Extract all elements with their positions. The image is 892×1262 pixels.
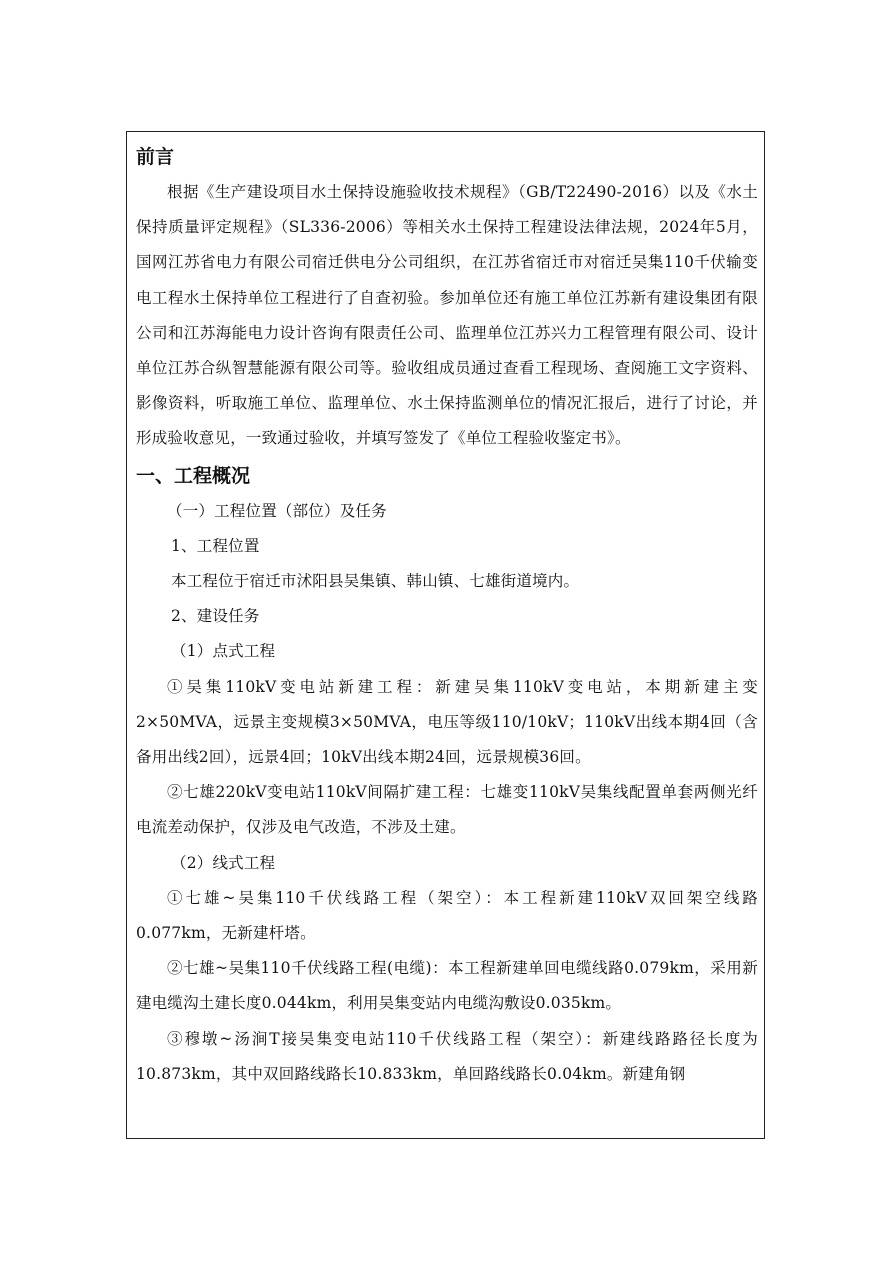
point-project-item-1: ①吴集110kV变电站新建工程：新建吴集110kV变电站，本期新建主变2×50MVA，远景主变规模3×50MVA，电压等级110/10kV；110kV出线本期4回（含备用出线2回），远景4回；10kV出线本期24回，远景规模36回。: [136, 677, 758, 766]
item-construction-task-title: 2、建设任务: [171, 607, 260, 626]
section1-title: 一、工程概况: [136, 464, 251, 487]
line-project-item-3: ③穆墩~汤涧T接吴集变电站110千伏线路工程（架空）：新建线路路径长度为10.873km，其中双回路线路长10.833km，单回路线路长0.04km。新建角钢: [136, 1029, 758, 1083]
preface-title: 前言: [136, 146, 175, 168]
line-project-item-2: ②七雄~吴集110千伏线路工程(电缆)：本工程新建单回电缆线路0.079km，采用新建电缆沟土建长度0.044km，利用吴集变站内电缆沟敷设0.035km。: [136, 959, 758, 1013]
document-content: [136, 140, 758, 1092]
document-frame: [126, 131, 765, 1139]
line-project-title: （2）线式工程: [171, 853, 276, 872]
item-location-title: 1、工程位置: [171, 536, 260, 555]
item-location-text: 本工程位于宿迁市沭阳县吴集镇、韩山镇、七雄街道境内。: [171, 572, 580, 590]
point-project-title: （1）点式工程: [171, 642, 276, 661]
point-project-item-2: ②七雄220kV变电站110kV间隔扩建工程：七雄变110kV吴集线配置单套两侧光纤电流差动保护，仅涉及电气改造，不涉及土建。: [136, 783, 758, 837]
subsection-location-task-title: （一）工程位置（部位）及任务: [167, 501, 387, 520]
preface-paragraph: 根据《生产建设项目水土保持设施验收技术规程》（GB/T22490-2016）以及《水土保持质量评定规程》（SL336-2006）等相关水土保持工程建设法律法规，2024年5月，国网江苏省电力有限公司宿迁供电分公司组织，在江苏省宿迁市对宿迁吴集110千伏输变电工程水土保持单位工程进行了自查初验。参加单位还有施工单位江苏新有建设集团有限公司和江苏海能电力设计咨询有限责任公司、监理单位江苏兴力工程管理有限公司、设计单位江苏合纵智慧能源有限公司等。验收组成员通过查看工程现场、查阅施工文字资料、影像资料，听取施工单位、监理单位、水土保持监测单位的情况汇报后，进行了讨论，并形成验收意见，一致通过验收，并填写签发了《单位工程验收鉴定书》。: [136, 183, 758, 448]
line-project-item-1: ①七雄~吴集110千伏线路工程（架空）：本工程新建110kV双回架空线路0.077km，无新建杆塔。: [136, 888, 758, 942]
